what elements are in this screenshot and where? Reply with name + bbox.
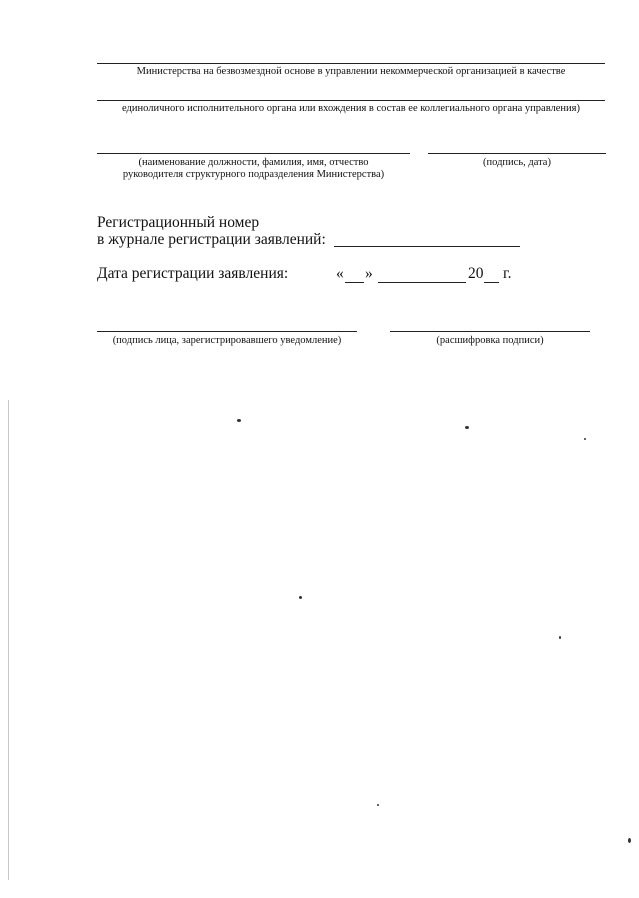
scan-speck (628, 838, 631, 843)
date-open-quote: « (336, 265, 344, 282)
year-prefix: 20 (468, 265, 484, 282)
signature-date-caption: (подпись, дата) (483, 157, 551, 168)
header-middle-rule (97, 100, 605, 101)
registration-number-label-1: Регистрационный номер (97, 214, 260, 231)
signature-date-rule (428, 153, 606, 154)
registrar-signature-rule (97, 331, 357, 332)
day-field (345, 282, 364, 283)
month-field (378, 282, 466, 283)
scan-speck (237, 419, 241, 422)
header-line-1: Министерства на безвозмездной основе в управлении некоммерческой организацией в качестве (136, 66, 566, 77)
date-close-quote: » (365, 265, 373, 282)
signature-transcript-caption: (расшифровка подписи) (436, 335, 544, 346)
year-field (484, 282, 499, 283)
position-name-caption-1: (наименование должности, фамилия, имя, отчество (138, 157, 369, 168)
scan-edge-line (8, 400, 9, 880)
header-top-rule (97, 63, 605, 64)
position-name-caption-2: руководителя структурного подразделения Министерства) (122, 169, 385, 180)
scan-speck (377, 804, 379, 806)
scan-speck (465, 426, 469, 429)
scan-speck (559, 636, 561, 639)
registration-number-label-2: в журнале регистрации заявлений: (97, 231, 326, 248)
registrar-signature-caption: (подпись лица, зарегистрировавшего уведомление) (112, 335, 342, 346)
registration-date-label: Дата регистрации заявления: (97, 265, 289, 282)
year-suffix: г. (503, 265, 512, 282)
scan-speck (299, 596, 302, 599)
signature-transcript-rule (390, 331, 590, 332)
registration-number-field (334, 246, 520, 247)
scan-speck (584, 438, 586, 440)
header-line-2: единоличного исполнительного органа или вхождения в состав ее коллегиального органа управления) (122, 103, 580, 114)
position-name-rule (97, 153, 410, 154)
